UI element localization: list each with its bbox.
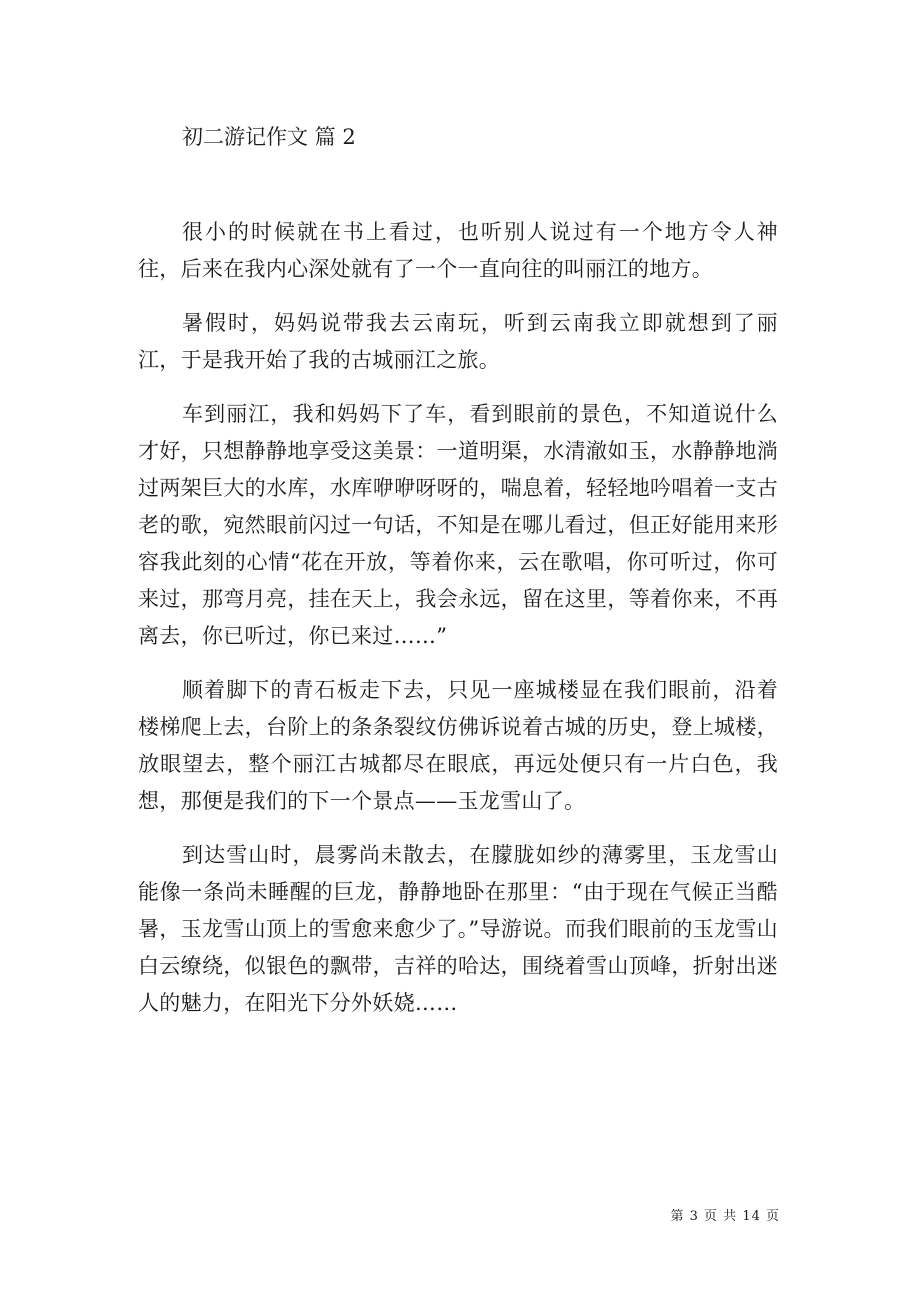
paragraph-2: 暑假时，妈妈说带我去云南玩，听到云南我立即就想到了丽江，于是我开始了我的古城丽江之旅。 <box>138 311 778 372</box>
paragraph-3: 车到丽江，我和妈妈下了车，看到眼前的景色，不知道说什么才好，只想静静地享受这美景：一道明渠，水清澈如玉，水静静地淌过两架巨大的水库，水库咿咿呀呀的，喘息着，轻轻地吟唱着一支古老的歌，宛然眼前闪过一句话，不知是在哪儿看过，但正好能用来形容我此刻的心情“花在开放，等着你来，云在歌唱，你可听过，你可来过，那弯月亮，挂在天上，我会永远，留在这里，等着你来，不再离去，你已听过，你已来过……” <box>138 402 778 648</box>
essay-title: 初二游记作文 篇 2 <box>182 125 356 149</box>
paragraph-5: 到达雪山时，晨雾尚未散去，在朦胧如纱的薄雾里，玉龙雪山能像一条尚未睡醒的巨龙，静静地卧在那里：“由于现在气候正当酷暑，玉龙雪山顶上的雪愈来愈少了。”导游说。而我们眼前的玉龙雪山白云缭绕，似银色的飘带，吉祥的哈达，围绕着雪山顶峰，折射出迷人的魅力，在阳光下分外妖娆…… <box>138 843 778 1015</box>
paragraph-1: 很小的时候就在书上看过，也听别人说过有一个地方令人神往，后来在我内心深处就有了一个一直向往的叫丽江的地方。 <box>138 220 778 281</box>
paragraph-4: 顺着脚下的青石板走下去，只见一座城楼显在我们眼前，沿着楼梯爬上去，台阶上的条条裂纹仿佛诉说着古城的历史，登上城楼，放眼望去，整个丽江古城都尽在眼底，再远处便只有一片白色，我想，那便是我们的下一个景点——玉龙雪山了。 <box>138 678 778 813</box>
page-number-footer: 第 3 页 共 14 页 <box>670 1209 780 1224</box>
essay-body <box>138 214 778 1039</box>
